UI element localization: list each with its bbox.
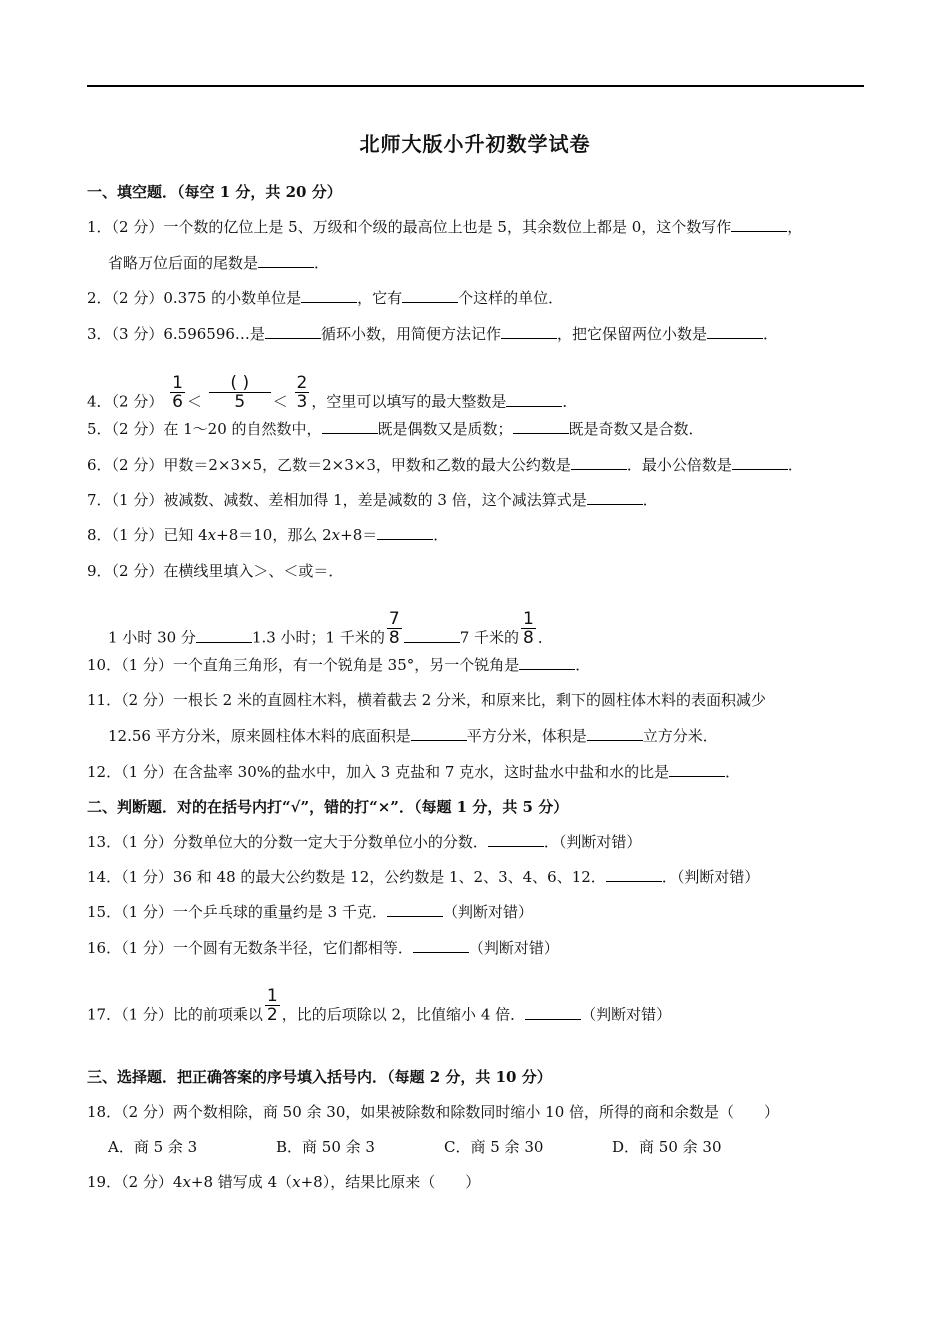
question-3: 3．（3 分）6.596596…是 循环小数，用简便方法记作 ，把它保留两位小数是 ． [87, 325, 778, 343]
fraction-1-6: $\frac{1}{6}$ [172, 373, 183, 412]
question-1-cont: 省略万位后面的尾数是 ． [108, 254, 330, 272]
question-12: 12．（1 分）在含盐率 30%的盐水中，加入 3 克盐和 7 克水，这时盐水中盐和水的比是 ． [87, 763, 741, 781]
question-13: 13．（1 分）分数单位大的分数一定大于分数单位小的分数． ．（判断对错） [87, 833, 642, 851]
question-5: 5．（2 分）在 1～20 的自然数中， 既是偶数又是质数； 既是奇数又是合数． [87, 420, 704, 438]
option-c[interactable]: C．商 5 余 30 [444, 1138, 544, 1156]
answer-blank[interactable] [402, 288, 458, 303]
answer-blank[interactable] [707, 324, 763, 339]
question-16: 16．（1 分）一个圆有无数条半径，它们都相等． （判断对错） [87, 939, 559, 957]
question-10: 10．（1 分）一个直角三角形，有一个锐角是 35°，另一个锐角是 ． [87, 656, 591, 674]
question-9-items: 1 小时 30 分 1.3 小时；1 千米的 $\frac{7}{8}$ 7 千米的 $\frac{1}{8}$ ． [108, 609, 553, 648]
question-17: 17．（1 分）比的前项乘以 $\frac{1}{2}$ ，比的后项除以 2，比值缩小 4 倍． （判断对错） [87, 986, 672, 1025]
answer-blank[interactable] [587, 490, 643, 505]
fraction-1-8: $\frac{1}{8}$ [523, 609, 534, 648]
answer-blank[interactable] [525, 1005, 581, 1020]
answer-blank[interactable] [413, 938, 469, 953]
question-11: 11．（2 分）一根长 2 米的直圆柱木料，横着截去 2 分米，和原来比，剩下的圆柱体木料的表面积减少 [87, 691, 767, 709]
q1-text-2: 省略万位后面的尾数是 [108, 254, 259, 272]
question-18-options [108, 1137, 780, 1157]
answer-blank[interactable] [519, 655, 575, 670]
option-a[interactable]: A．商 5 余 3 [108, 1138, 198, 1156]
option-d[interactable]: D．商 50 余 30 [612, 1138, 722, 1156]
answer-blank[interactable] [411, 726, 467, 741]
answer-blank[interactable] [587, 726, 643, 741]
question-6: 6．（2 分）甲数＝2×3×5，乙数＝2×3×3，甲数和乙数的最大公约数是 ．最小公倍数是 ． [87, 456, 803, 474]
answer-blank[interactable] [322, 419, 378, 434]
question-18: 18．（2 分）两个数相除，商 50 余 30，如果被除数和除数同时缩小 10 倍，所得的商和余数是（ ） [87, 1103, 780, 1121]
page-title: 北师大版小升初数学试卷 [359, 132, 591, 156]
answer-blank[interactable] [732, 455, 788, 470]
answer-blank[interactable] [501, 324, 557, 339]
fraction-2-3: $\frac{2}{3}$ [296, 373, 308, 412]
answer-blank[interactable] [669, 762, 725, 777]
answer-blank[interactable] [488, 832, 544, 847]
top-rule [87, 85, 864, 87]
question-15: 15．（1 分）一个乒乓球的重量约是 3 千克． （判断对错） [87, 903, 533, 921]
answer-blank[interactable] [196, 628, 252, 643]
answer-blank[interactable] [377, 525, 433, 540]
question-11-cont: 12.56 平方分米，原来圆柱体木料的底面积是 平方分米，体积是 立方分米． [108, 727, 718, 745]
question-4: 4．（2 分） $\frac{1}{6}$ ＜ $\frac{( )}{5}$ ＜ $\frac{2}{3}$ ，空里可以填写的最大整数是 ． [87, 373, 578, 412]
option-b[interactable]: B．商 50 余 3 [276, 1138, 375, 1156]
question-2: 2．（2 分）0.375 的小数单位是 ，它有 个这样的单位． [87, 289, 564, 307]
fraction-7-8: $\frac{7}{8}$ [388, 609, 400, 648]
section-3-heading: 三、选择题．把正确答案的序号填入括号内．（每题 2 分，共 10 分） [87, 1068, 552, 1086]
answer-blank[interactable] [506, 392, 562, 407]
fraction-1-2: $\frac{1}{2}$ [266, 986, 278, 1025]
answer-blank[interactable] [265, 324, 321, 339]
answer-blank[interactable] [731, 217, 787, 232]
question-19: 19．（2 分）4x+8 错写成 4（x+8），结果比原来（ ） [87, 1173, 481, 1191]
question-7: 7．（1 分）被减数、减数、差相加得 1，差是减数的 3 倍，这个减法算式是 ． [87, 491, 658, 509]
fraction-blank-5[interactable]: $\frac{( )}{5}$ [209, 374, 271, 411]
answer-blank[interactable] [258, 253, 314, 268]
answer-blank[interactable] [387, 902, 443, 917]
q1-text: 1．（2 分）一个数的亿位上是 5、万级和个级的最高位上也是 5，其余数位上都是 0，这个数写作 [87, 218, 732, 236]
answer-blank[interactable] [404, 628, 460, 643]
answer-blank[interactable] [301, 288, 357, 303]
question-1: 1．（2 分）一个数的亿位上是 5、万级和个级的最高位上也是 5，其余数位上都是 0，这个数写作 ， [87, 218, 803, 236]
question-9: 9．（2 分）在横线里填入＞、＜或＝． [87, 562, 344, 580]
section-1-heading: 一、填空题．（每空 1 分，共 20 分） [87, 183, 342, 201]
section-2-heading: 二、判断题．对的在括号内打“√”，错的打“×”．（每题 1 分，共 5 分） [87, 798, 569, 816]
question-8: 8．（1 分）已知 4x+8＝10，那么 2x+8＝ ． [87, 526, 449, 544]
question-14: 14．（1 分）36 和 48 的最大公约数是 12，公约数是 1、2、3、4、6、12． ．（判断对错） [87, 868, 760, 886]
answer-blank[interactable] [606, 867, 662, 882]
answer-blank[interactable] [571, 455, 627, 470]
answer-blank[interactable] [513, 419, 569, 434]
